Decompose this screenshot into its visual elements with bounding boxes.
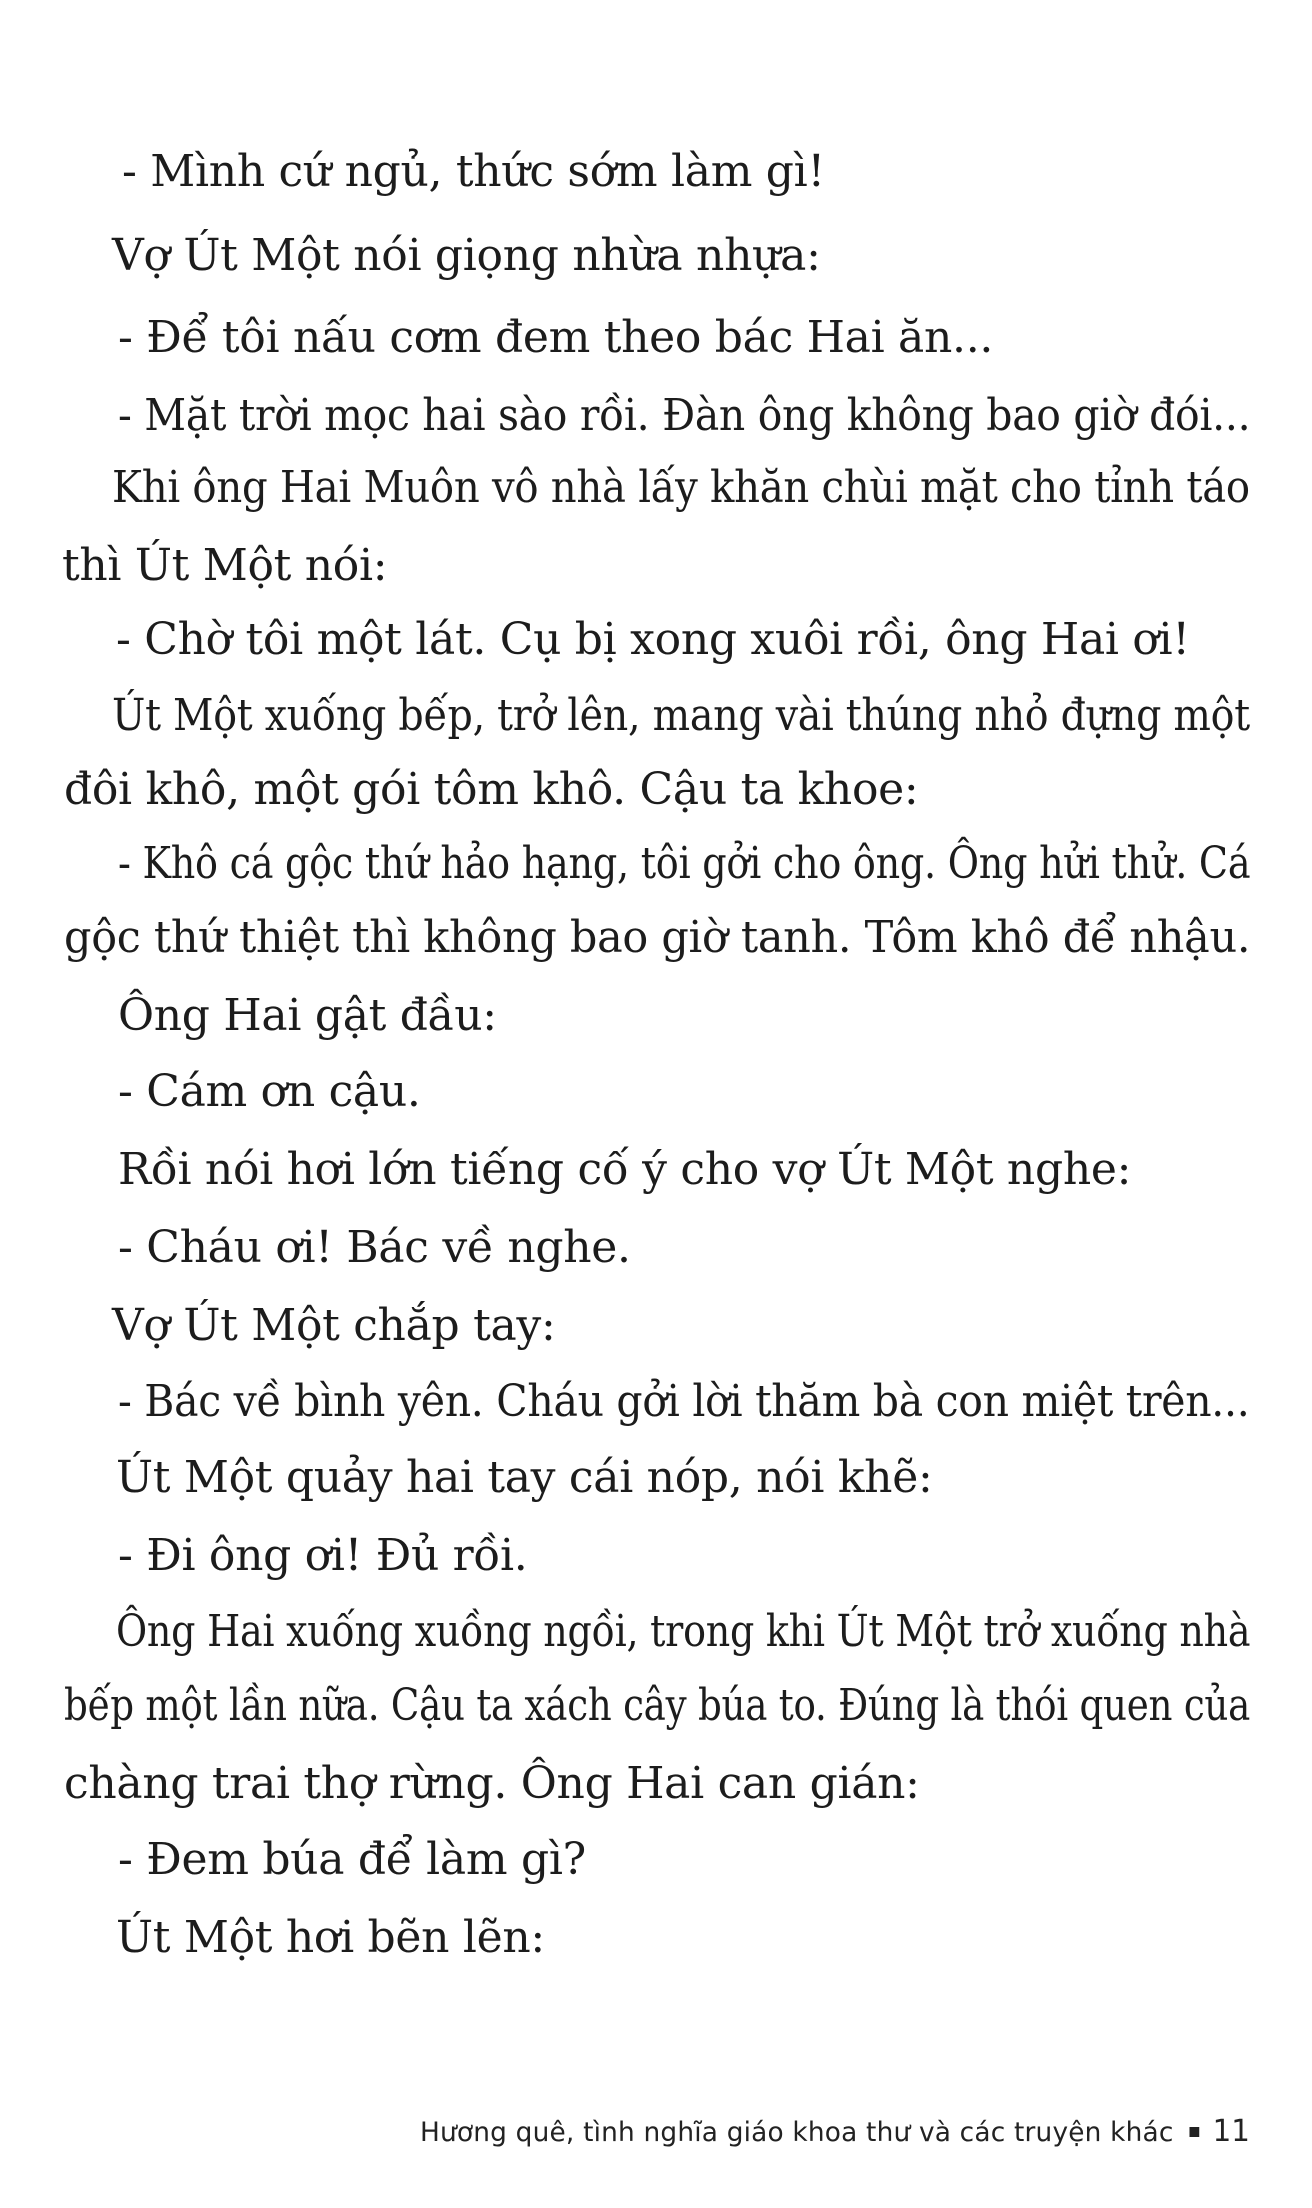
text-line: - Đi ông ơi! Đủ rồi. <box>118 1530 528 1581</box>
page-footer <box>420 2114 1250 2151</box>
text-line: Khi ông Hai Muôn vô nhà lấy khăn chùi mặt cho tỉnh táo <box>112 462 1250 513</box>
text-line: - Đem búa để làm gì? <box>118 1834 586 1885</box>
text-line: - Cháu ơi! Bác về nghe. <box>118 1222 631 1273</box>
text-line: Ông Hai gật đầu: <box>118 990 497 1041</box>
text-line: Út Một xuống bếp, trở lên, mang vài thúng nhỏ đựng một <box>112 690 1250 741</box>
text-line: Vợ Út Một nói giọng nhừa nhựa: <box>112 230 821 281</box>
text-line: - Chờ tôi một lát. Cụ bị xong xuôi rồi, ông Hai ơi! <box>116 614 1190 665</box>
text-line: - Cám ơn cậu. <box>118 1066 421 1117</box>
text-line: - Mình cứ ngủ, thức sớm làm gì! <box>122 146 825 197</box>
text-line: Vợ Út Một chắp tay: <box>112 1300 556 1351</box>
text-line: - Để tôi nấu cơm đem theo bác Hai ăn... <box>118 312 994 363</box>
text-line: Út Một quảy hai tay cái nóp, nói khẽ: <box>116 1452 933 1503</box>
text-line: đôi khô, một gói tôm khô. Cậu ta khoe: <box>64 764 919 815</box>
text-line: thì Út Một nói: <box>62 540 388 591</box>
text-line: - Khô cá gộc thứ hảo hạng, tôi gởi cho ông. Ông hửi thử. Cá <box>118 838 1251 889</box>
footer-book-title: Hương quê, tình nghĩa giáo khoa thư và các truyện khác <box>420 2117 1174 2148</box>
text-line: chàng trai thợ rừng. Ông Hai can gián: <box>64 1758 920 1809</box>
text-line: - Bác về bình yên. Cháu gởi lời thăm bà con miệt trên... <box>118 1376 1250 1427</box>
text-line: Út Một hơi bẽn lẽn: <box>116 1912 545 1963</box>
text-line: Rồi nói hơi lớn tiếng cố ý cho vợ Út Một nghe: <box>118 1144 1132 1195</box>
text-line: bếp một lần nữa. Cậu ta xách cây búa to. Đúng là thói quen của <box>64 1680 1251 1731</box>
page-number: 11 <box>1212 2114 1250 2149</box>
text-line: gộc thứ thiệt thì không bao giờ tanh. Tôm khô để nhậu. <box>64 912 1251 963</box>
text-line: Ông Hai xuống xuồng ngồi, trong khi Út Một trở xuống nhà <box>116 1606 1251 1657</box>
text-line: - Mặt trời mọc hai sào rồi. Đàn ông không bao giờ đói... <box>118 390 1251 441</box>
footer-bullet-icon <box>1189 2127 1199 2137</box>
